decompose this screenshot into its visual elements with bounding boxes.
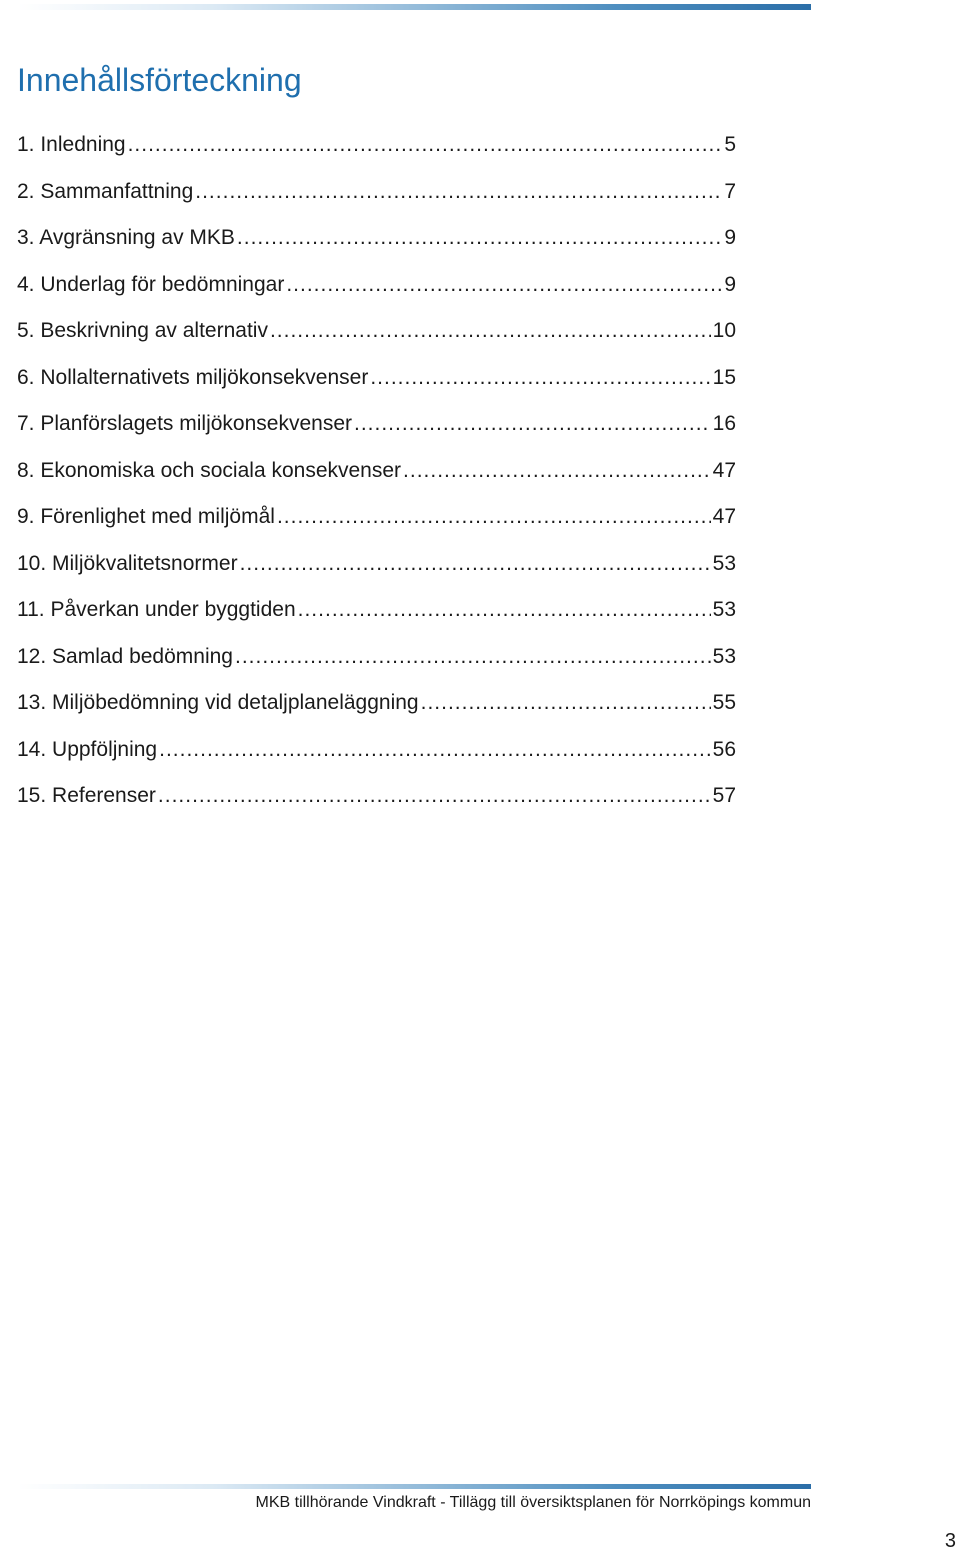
toc-entry[interactable] (17, 727, 736, 774)
toc-entry-label: 8. Ekonomiska och sociala konsekvenser (17, 458, 402, 482)
toc-leader-dots (370, 355, 710, 401)
toc-entry-page: 9 (724, 226, 736, 249)
toc-leader-dots (158, 773, 711, 819)
toc-entry-page: 53 (712, 598, 736, 621)
toc-leader-dots (159, 727, 711, 773)
toc-entry-label: 12. Samlad bedömning (17, 644, 233, 668)
toc-entry-label: 7. Planförslagets miljökonsekvenser (17, 412, 352, 435)
toc-entry-label: 15. Referenser (17, 784, 156, 807)
toc-entry-page: 53 (712, 551, 736, 575)
toc-leader-dots (403, 448, 711, 494)
page-title: Innehållsförteckning (17, 62, 302, 98)
toc-entry[interactable] (17, 262, 736, 309)
toc-entry-page: 53 (712, 644, 736, 668)
footer-text: MKB tillhörande Vindkraft - Tillägg till översiktsplanen för Norrköpings kommun (255, 1494, 811, 1511)
toc-leader-dots (128, 122, 723, 168)
toc-entry-label: 14. Uppföljning (17, 737, 158, 761)
toc-leader-dots (286, 262, 722, 308)
toc-entry[interactable] (17, 448, 736, 495)
page-number: 3 (944, 1530, 956, 1552)
toc-entry-label: 11. Påverkan under byggtiden (17, 598, 296, 621)
toc-entry[interactable] (17, 680, 736, 727)
toc-entry-page: 47 (712, 458, 736, 482)
toc-entry[interactable] (17, 401, 736, 448)
toc-entry-page: 5 (724, 133, 736, 156)
table-of-contents (17, 122, 736, 820)
toc-entry[interactable] (17, 587, 736, 634)
toc-entry[interactable] (17, 215, 736, 262)
toc-entry-label: 5. Beskrivning av alternativ (17, 319, 268, 342)
toc-leader-dots (270, 308, 711, 354)
toc-entry-page: 16 (712, 412, 736, 435)
toc-entry-label: 4. Underlag för bedömningar (17, 272, 285, 296)
toc-entry-page: 56 (712, 737, 736, 761)
toc-leader-dots (237, 215, 722, 261)
toc-entry-page: 57 (712, 784, 736, 807)
toc-entry-label: 1. Inledning (17, 133, 126, 156)
toc-entry-page: 47 (712, 505, 736, 528)
toc-entry-page: 10 (712, 319, 736, 342)
toc-entry[interactable] (17, 355, 736, 402)
toc-leader-dots (298, 587, 711, 633)
toc-entry-label: 13. Miljöbedömning vid detaljplaneläggning (17, 691, 419, 714)
toc-entry[interactable] (17, 122, 736, 169)
toc-leader-dots (277, 494, 711, 540)
bottom-rule (18, 1484, 811, 1489)
toc-entry[interactable] (17, 308, 736, 355)
toc-entry[interactable] (17, 634, 736, 681)
toc-entry-page: 7 (724, 179, 736, 203)
toc-leader-dots (235, 634, 711, 680)
toc-entry[interactable] (17, 541, 736, 588)
toc-entry-label: 10. Miljökvalitetsnormer (17, 551, 238, 575)
toc-entry-page: 15 (712, 365, 736, 389)
toc-entry-page: 9 (724, 272, 736, 296)
toc-entry-label: 6. Nollalternativets miljökonsekvenser (17, 365, 369, 389)
top-rule (18, 4, 811, 10)
toc-leader-dots (421, 680, 711, 726)
toc-leader-dots (240, 541, 711, 587)
toc-leader-dots (354, 401, 711, 447)
toc-entry[interactable] (17, 494, 736, 541)
toc-entry[interactable] (17, 773, 736, 820)
toc-entry-page: 55 (712, 691, 736, 714)
toc-entry[interactable] (17, 169, 736, 216)
toc-entry-label: 3. Avgränsning av MKB (17, 226, 235, 249)
toc-leader-dots (195, 169, 722, 215)
toc-entry-label: 9. Förenlighet med miljömål (17, 505, 275, 528)
toc-entry-label: 2. Sammanfattning (17, 179, 194, 203)
